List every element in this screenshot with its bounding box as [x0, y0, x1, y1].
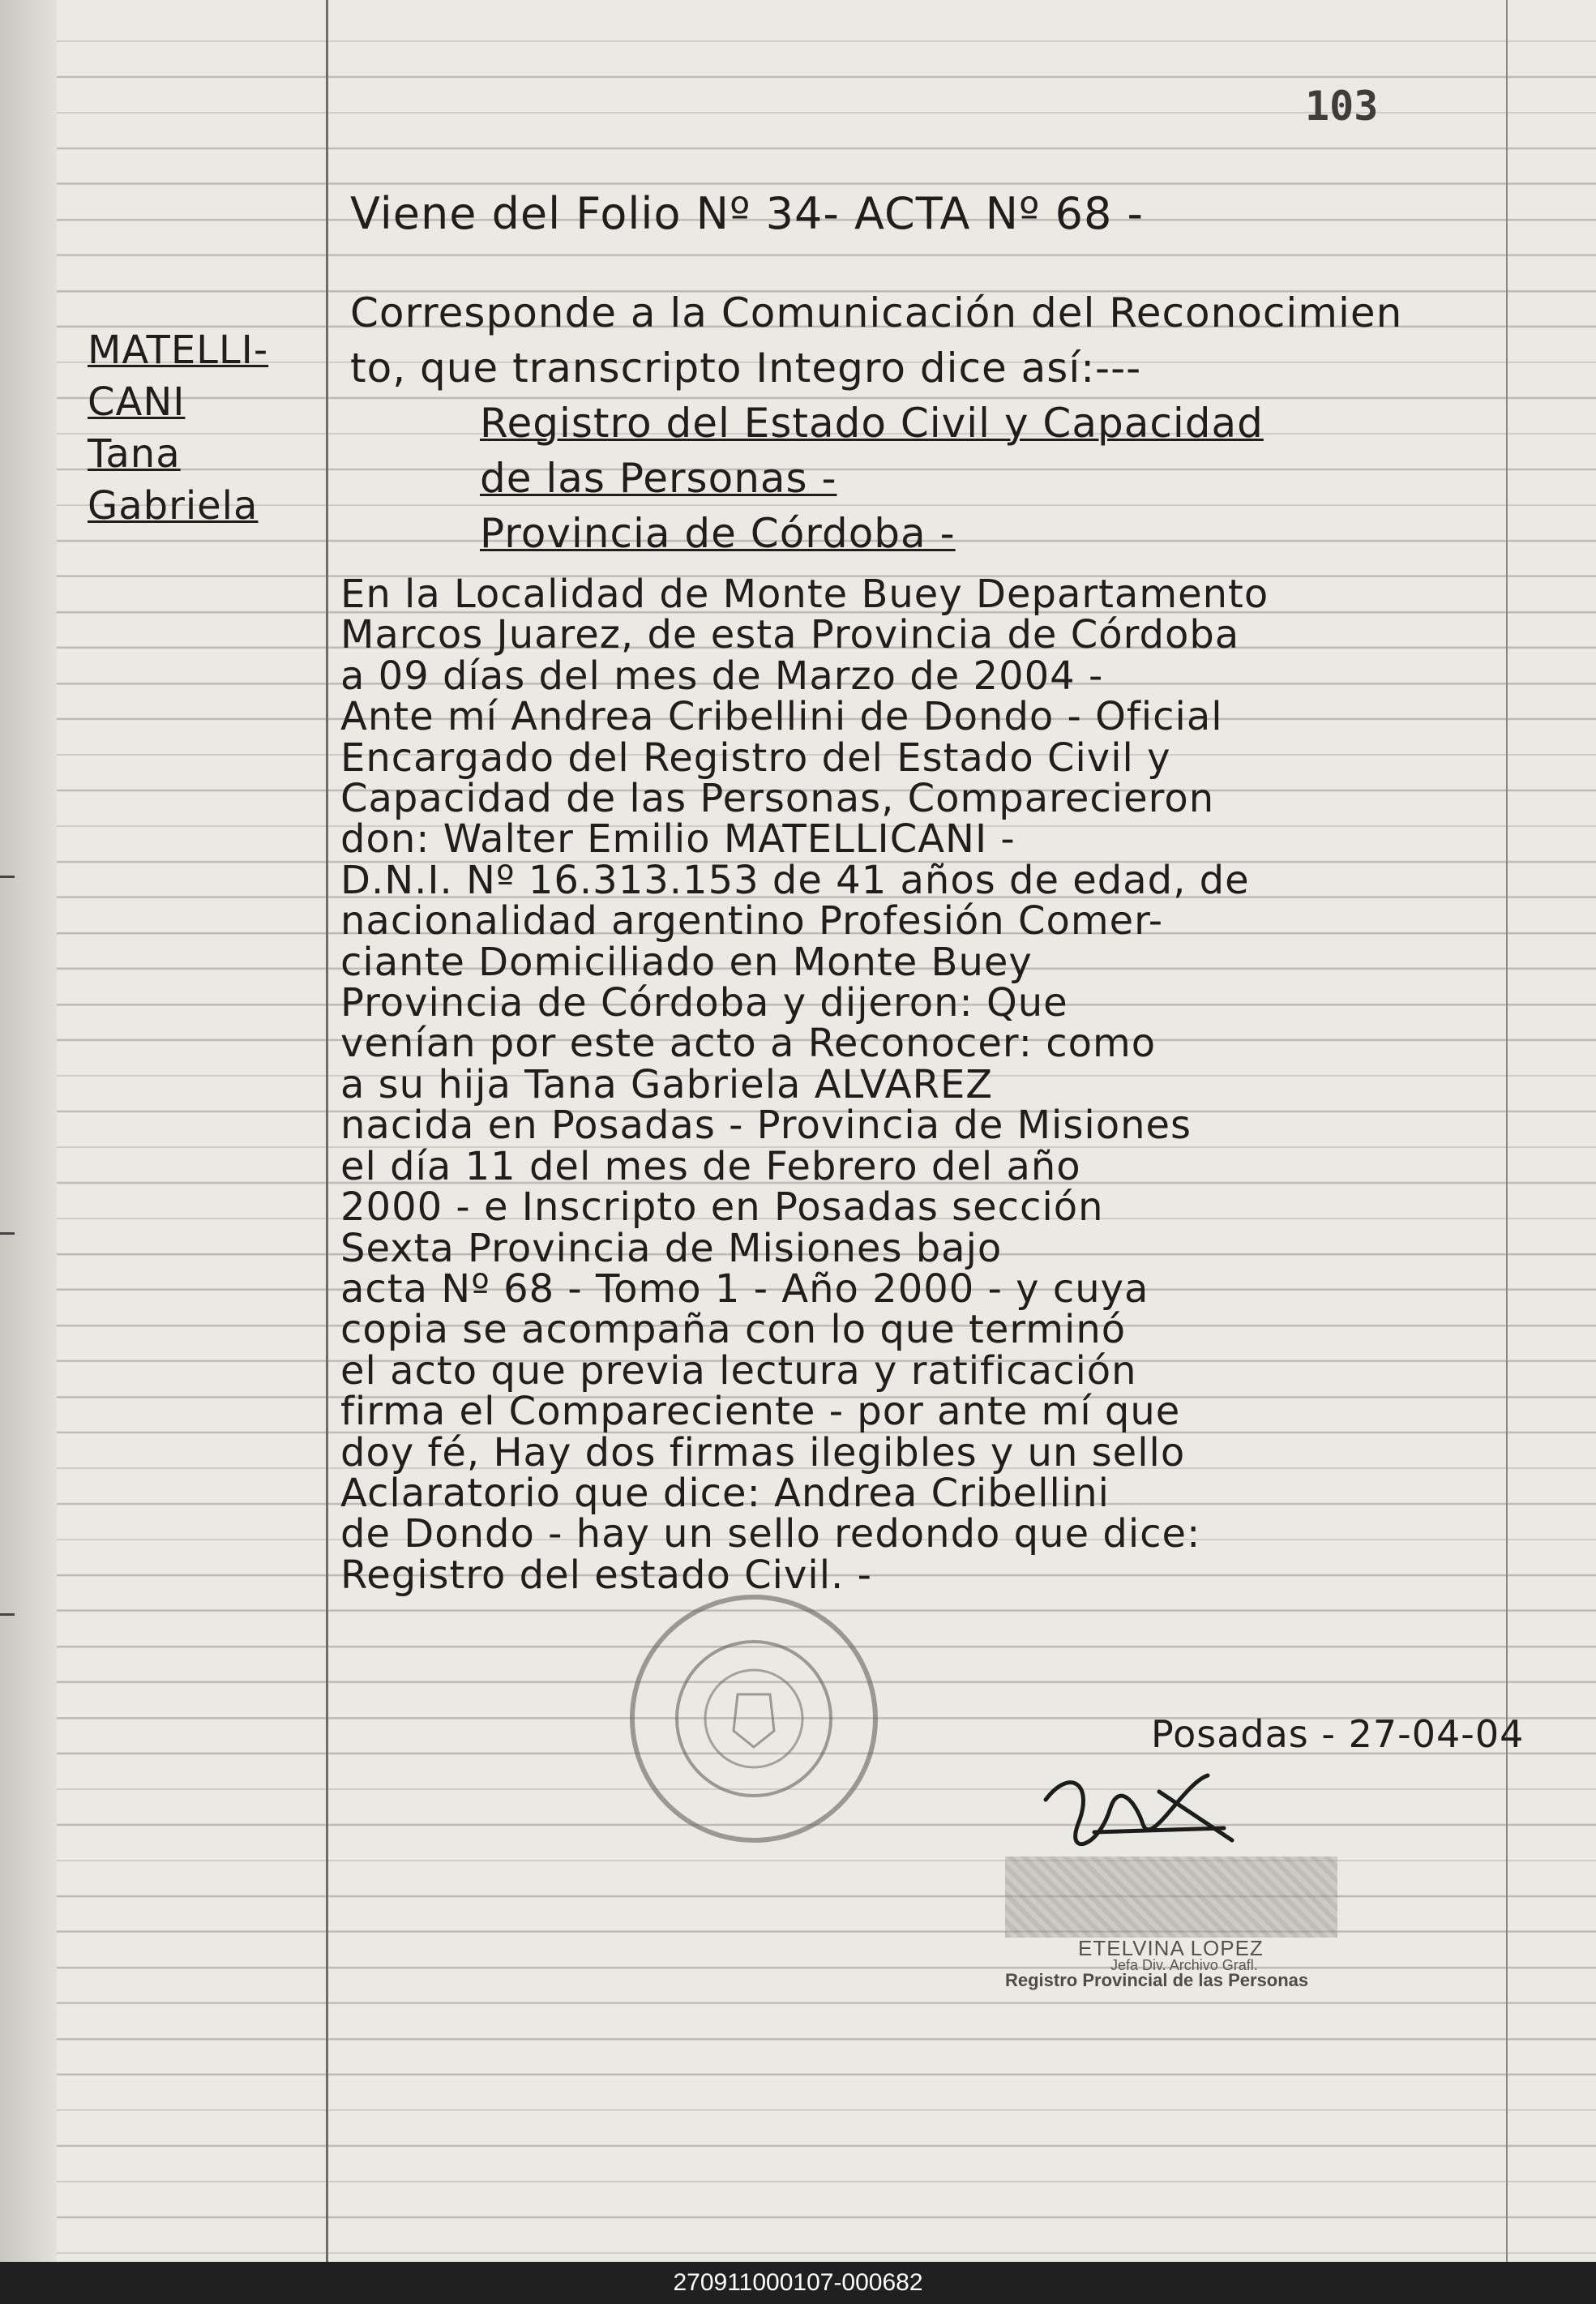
body-line: doy fé, Hay dos firmas ilegibles y un sello	[340, 1429, 1186, 1475]
body-line: Provincia de Córdoba y dijeron: Que	[340, 980, 1068, 1026]
folio-header: Viene del Folio Nº 34- ACTA Nº 68 -	[350, 188, 1144, 239]
body-line: firma el Compareciente - por ante mí que	[340, 1389, 1181, 1435]
margin-rule	[326, 0, 328, 2262]
body-line: a 09 días del mes de Marzo de 2004 -	[340, 653, 1104, 699]
body-line: ciante Domiciliado en Monte Buey	[340, 939, 1033, 985]
body-line: don: Walter Emilio MATELLICANI -	[340, 816, 1016, 863]
stamp-ink	[1005, 1856, 1337, 1938]
place-date: Posadas - 27-04-04	[1151, 1712, 1525, 1756]
body-line: de Dondo - hay un sello redondo que dice:	[340, 1511, 1201, 1557]
body-line: Marcos Juarez, de esta Provincia de Córdoba	[340, 612, 1240, 658]
body-line: venían por este acto a Reconocer: como	[340, 1021, 1157, 1067]
margin-note-line: Gabriela	[88, 483, 259, 529]
edge-mark	[0, 876, 15, 878]
stamp-office: Registro Provincial de las Personas	[1005, 1970, 1309, 1990]
body-line: 2000 - e Inscripto en Posadas sección	[340, 1184, 1104, 1231]
body-line: copia se acompaña con lo que terminó	[340, 1307, 1127, 1353]
intro-line: Corresponde a la Comunicación del Reconocimien	[350, 289, 1403, 336]
body-line: Sexta Provincia de Misiones bajo	[340, 1225, 1003, 1271]
edge-mark	[0, 1613, 15, 1616]
body-line: Encargado del Registro del Estado Civil y	[340, 734, 1171, 781]
document-id-footer: 270911000107-000682	[0, 2262, 1596, 2304]
intro-block	[350, 285, 1485, 561]
body-line: nacida en Posadas - Provincia de Misiones	[340, 1103, 1192, 1149]
margin-note-line: MATELLI-	[88, 328, 269, 373]
page-number: 103	[1305, 83, 1379, 130]
body-line: el acto que previa lectura y ratificación	[340, 1347, 1137, 1394]
body-line: a su hija Tana Gabriela ALVAREZ	[340, 1061, 994, 1107]
intro-line: Registro del Estado Civil y Capacidad	[480, 400, 1264, 447]
binding-edge	[0, 0, 57, 2262]
official-stamp	[997, 1856, 1337, 1990]
body-line: Capacidad de las Personas, Comparecieron	[340, 776, 1215, 822]
margin-note	[88, 324, 323, 532]
stamp-name: ETELVINA LOPEZ	[1078, 1936, 1264, 1960]
body-line: Aclaratorio que dice: Andrea Cribellini	[340, 1470, 1110, 1516]
round-seal-stamp	[624, 1589, 884, 1848]
intro-line: de las Personas -	[480, 455, 837, 502]
body-line: acta Nº 68 - Tomo 1 - Año 2000 - y cuya	[340, 1265, 1149, 1312]
body-line: nacionalidad argentino Profesión Comer-	[340, 898, 1164, 944]
body-line: Ante mí Andrea Cribellini de Dondo - Oficial	[340, 694, 1223, 740]
margin-note-line: CANI	[88, 379, 186, 425]
right-rule	[1506, 0, 1508, 2262]
body-line: En la Localidad de Monte Buey Departamento	[340, 572, 1269, 617]
edge-mark	[0, 1232, 15, 1235]
body-line: D.N.I. Nº 16.313.153 de 41 años de edad, de	[340, 857, 1250, 903]
body-line: el día 11 del mes de Febrero del año	[340, 1143, 1081, 1189]
act-body	[340, 572, 1500, 1598]
body-line: Registro del estado Civil. -	[340, 1552, 872, 1598]
stamp-title: Jefa Div. Archivo Grafl.	[1110, 1957, 1258, 1973]
intro-line: Provincia de Córdoba -	[480, 510, 956, 557]
margin-note-line: Tana	[88, 431, 181, 477]
intro-line: to, que transcripto Integro dice así:---	[350, 345, 1142, 392]
